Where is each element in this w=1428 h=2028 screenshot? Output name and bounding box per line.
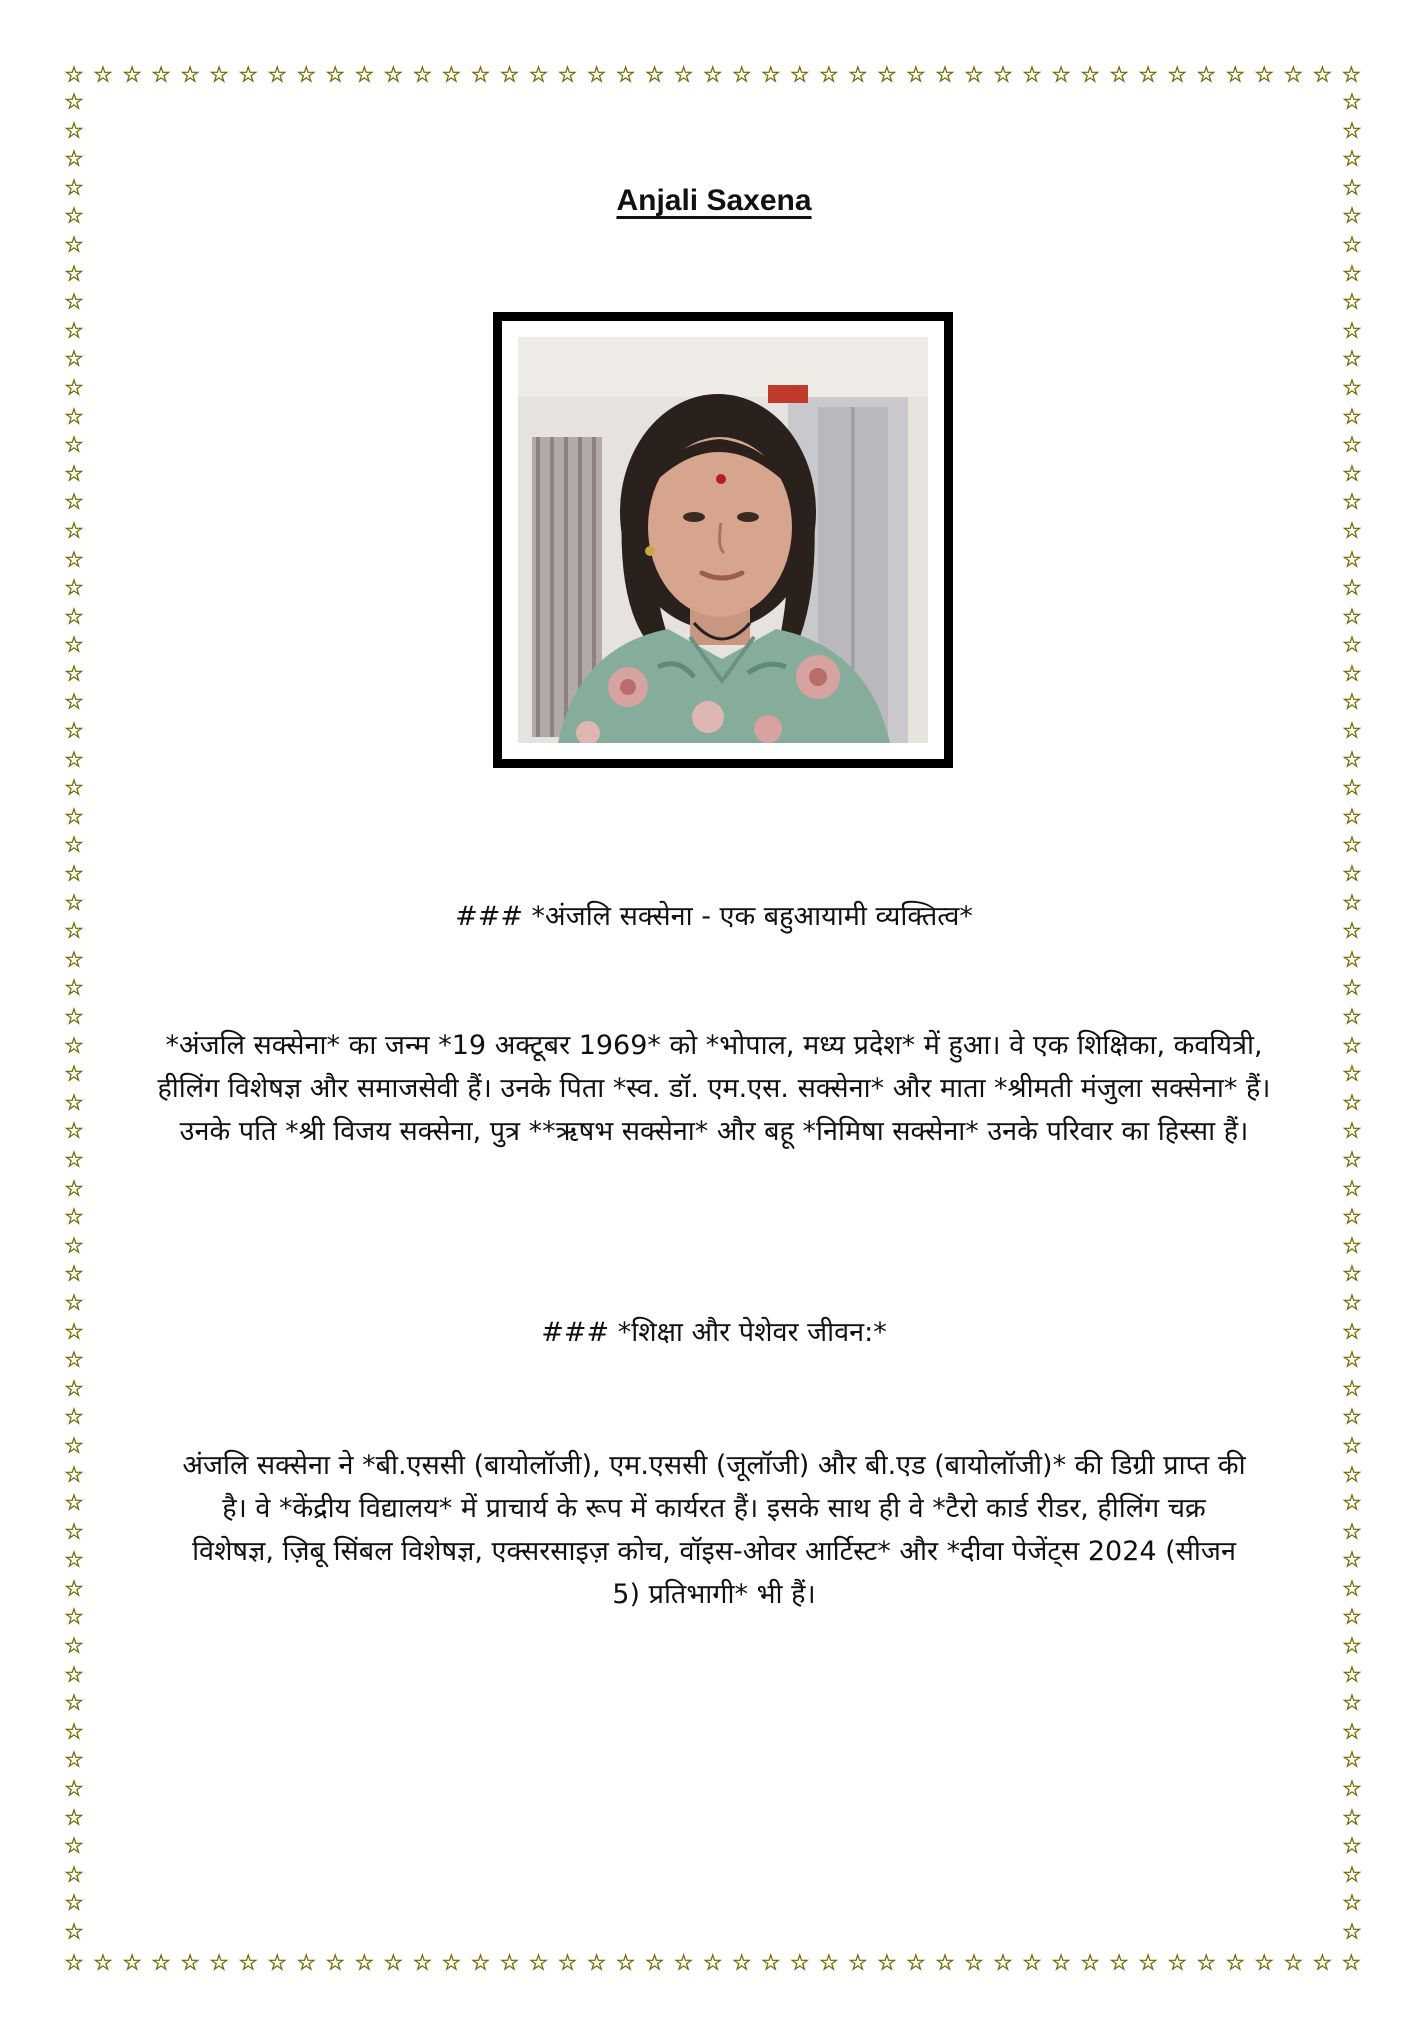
star-icon: ☆ <box>586 1951 607 1976</box>
star-icon: ☆ <box>1342 1233 1362 1259</box>
star-icon: ☆ <box>93 1951 113 1976</box>
star-icon: ☆ <box>1342 1119 1362 1145</box>
star-icon: ☆ <box>64 633 84 659</box>
star-icon: ☆ <box>1342 604 1362 630</box>
star-icon: ☆ <box>1342 776 1362 802</box>
star-icon: ☆ <box>1167 63 1188 88</box>
star-icon: ☆ <box>64 1176 84 1202</box>
star-icon: ☆ <box>1342 1062 1362 1088</box>
star-icon: ☆ <box>1342 1262 1362 1288</box>
star-icon: ☆ <box>499 1951 520 1976</box>
star-icon: ☆ <box>64 1748 84 1774</box>
star-icon: ☆ <box>64 1691 84 1717</box>
star-icon: ☆ <box>1342 1005 1362 1030</box>
star-icon: ☆ <box>64 1951 84 1976</box>
star-icon: ☆ <box>64 375 84 401</box>
star-icon: ☆ <box>1312 63 1333 88</box>
star-icon: ☆ <box>1080 1951 1100 1976</box>
star-icon: ☆ <box>1342 232 1362 258</box>
page-title: Anjali Saxena <box>616 184 812 217</box>
section-heading-profile: ### *अंजलि सक्सेना - एक बहुआयामी व्यक्तित्व* <box>455 901 973 932</box>
star-icon: ☆ <box>1342 118 1362 144</box>
star-icon: ☆ <box>64 318 84 344</box>
star-icon: ☆ <box>673 1951 694 1976</box>
star-icon: ☆ <box>64 833 84 859</box>
star-icon: ☆ <box>1342 318 1362 344</box>
star-icon: ☆ <box>644 1951 665 1976</box>
star-icon: ☆ <box>1342 719 1362 745</box>
star-icon: ☆ <box>64 290 84 316</box>
star-icon: ☆ <box>64 862 84 888</box>
star-icon: ☆ <box>1342 290 1362 316</box>
star-icon: ☆ <box>789 63 810 88</box>
star-icon: ☆ <box>1342 375 1362 401</box>
star-icon: ☆ <box>64 976 84 1002</box>
star-icon: ☆ <box>64 1719 84 1745</box>
star-icon: ☆ <box>964 63 984 88</box>
star-icon: ☆ <box>1138 1951 1159 1976</box>
star-icon: ☆ <box>64 1920 84 1945</box>
star-icon: ☆ <box>1022 63 1042 88</box>
star-icon: ☆ <box>64 1891 84 1917</box>
star-icon: ☆ <box>789 1951 810 1976</box>
star-icon: ☆ <box>1342 547 1362 573</box>
star-icon: ☆ <box>1342 1920 1362 1945</box>
star-icon: ☆ <box>1283 63 1304 88</box>
star-icon: ☆ <box>64 347 84 373</box>
section-paragraph-education: अंजलि सक्सेना ने *बी.एससी (बायोलॉजी), एम.एससी (जूलॉजी) और बी.एड (बायोलॉजी)* की डिग्री प्राप्त की है। वे *केंद्रीय विद्यालय* में प्राचार्य के रूप में कार्यरत हैं। इसके साथ ही वे *टैरो कार्ड रीडर, हीलिंग चक्र विशेषज्ञ, ज़िबू सिंबल विशेषज्ञ, एक्सरसाइज़ कोच, वॉइस-ओवर आर्टिस्ट* और *दीवा पेजेंट्स 2024 (सीजन 5) प्रतिभागी* भी हैं। <box>182 1450 1246 1610</box>
star-icon: ☆ <box>64 1262 84 1288</box>
star-icon: ☆ <box>151 63 171 88</box>
star-icon: ☆ <box>906 1951 926 1976</box>
star-icon: ☆ <box>64 1205 84 1231</box>
star-icon: ☆ <box>1342 661 1362 687</box>
star-border-bottom <box>60 1950 1366 1978</box>
portrait-frame <box>493 312 953 768</box>
star-icon: ☆ <box>64 433 84 459</box>
star-icon: ☆ <box>64 661 84 687</box>
star-icon: ☆ <box>1342 461 1362 487</box>
star-border-left <box>60 92 88 1944</box>
star-icon: ☆ <box>1342 747 1362 773</box>
star-icon: ☆ <box>64 1233 84 1259</box>
star-icon: ☆ <box>1342 1777 1362 1803</box>
star-icon: ☆ <box>64 1862 84 1888</box>
star-icon: ☆ <box>64 518 84 544</box>
star-icon: ☆ <box>64 204 84 230</box>
star-icon: ☆ <box>1342 1319 1362 1345</box>
star-icon: ☆ <box>64 147 84 173</box>
star-icon: ☆ <box>1342 690 1362 716</box>
star-icon: ☆ <box>731 63 752 88</box>
star-icon: ☆ <box>64 1005 84 1030</box>
star-icon: ☆ <box>64 1834 84 1860</box>
star-icon: ☆ <box>1196 63 1217 88</box>
star-icon: ☆ <box>64 1290 84 1316</box>
star-icon: ☆ <box>760 63 781 88</box>
star-icon: ☆ <box>64 804 84 830</box>
star-icon: ☆ <box>1342 862 1362 888</box>
star-icon: ☆ <box>64 747 84 773</box>
star-icon: ☆ <box>180 1951 200 1976</box>
star-icon: ☆ <box>847 63 868 88</box>
star-icon: ☆ <box>1254 1951 1275 1976</box>
portrait-illustration <box>518 337 928 743</box>
star-icon: ☆ <box>906 63 926 88</box>
star-icon: ☆ <box>1051 1951 1071 1976</box>
star-icon: ☆ <box>1342 919 1362 945</box>
star-icon: ☆ <box>64 690 84 716</box>
star-icon: ☆ <box>412 63 433 88</box>
star-icon: ☆ <box>383 63 404 88</box>
star-icon: ☆ <box>64 63 84 88</box>
star-icon: ☆ <box>818 63 839 88</box>
star-icon: ☆ <box>1341 1951 1362 1976</box>
star-icon: ☆ <box>1342 1834 1362 1860</box>
star-icon: ☆ <box>1342 1348 1362 1374</box>
star-icon: ☆ <box>818 1951 839 1976</box>
star-icon: ☆ <box>1342 890 1362 916</box>
star-icon: ☆ <box>64 1548 84 1574</box>
star-icon: ☆ <box>615 63 636 88</box>
star-icon: ☆ <box>615 1951 636 1976</box>
star-icon: ☆ <box>122 63 142 88</box>
star-icon: ☆ <box>1051 63 1071 88</box>
star-icon: ☆ <box>1342 347 1362 373</box>
star-border-right <box>1338 92 1366 1944</box>
star-icon: ☆ <box>180 63 200 88</box>
star-icon: ☆ <box>1342 1548 1362 1574</box>
star-icon: ☆ <box>1342 1462 1362 1488</box>
star-icon: ☆ <box>1342 1090 1362 1116</box>
star-icon: ☆ <box>1342 804 1362 830</box>
star-icon: ☆ <box>1342 1691 1362 1717</box>
star-icon: ☆ <box>64 90 84 115</box>
star-icon: ☆ <box>64 1319 84 1345</box>
star-icon: ☆ <box>964 1951 984 1976</box>
star-icon: ☆ <box>267 63 288 88</box>
star-icon: ☆ <box>64 1462 84 1488</box>
star-icon: ☆ <box>702 1951 723 1976</box>
star-icon: ☆ <box>1254 63 1275 88</box>
star-icon: ☆ <box>470 63 491 88</box>
star-icon: ☆ <box>1342 490 1362 516</box>
star-icon: ☆ <box>1342 1433 1362 1459</box>
star-icon: ☆ <box>1342 204 1362 230</box>
star-icon: ☆ <box>64 776 84 802</box>
star-icon: ☆ <box>499 63 520 88</box>
portrait-mat <box>502 321 944 759</box>
star-icon: ☆ <box>354 1951 375 1976</box>
star-icon: ☆ <box>122 1951 142 1976</box>
star-icon: ☆ <box>64 1777 84 1803</box>
star-icon: ☆ <box>64 1805 84 1831</box>
star-icon: ☆ <box>64 1576 84 1602</box>
star-icon: ☆ <box>151 1951 171 1976</box>
star-icon: ☆ <box>1342 1662 1362 1688</box>
star-icon: ☆ <box>1342 1033 1362 1059</box>
star-icon: ☆ <box>64 1062 84 1088</box>
star-icon: ☆ <box>1342 1147 1362 1173</box>
star-icon: ☆ <box>1342 1634 1362 1660</box>
star-icon: ☆ <box>847 1951 868 1976</box>
star-icon: ☆ <box>673 63 694 88</box>
star-icon: ☆ <box>528 1951 549 1976</box>
star-icon: ☆ <box>1342 1748 1362 1774</box>
star-icon: ☆ <box>64 947 84 973</box>
portrait-photo <box>518 337 928 743</box>
star-icon: ☆ <box>877 63 897 88</box>
star-icon: ☆ <box>1080 63 1100 88</box>
star-icon: ☆ <box>64 1376 84 1402</box>
star-icon: ☆ <box>1342 1205 1362 1231</box>
star-icon: ☆ <box>1342 1376 1362 1402</box>
star-icon: ☆ <box>64 232 84 258</box>
star-icon: ☆ <box>557 1951 578 1976</box>
star-icon: ☆ <box>1022 1951 1042 1976</box>
star-icon: ☆ <box>557 63 578 88</box>
star-icon: ☆ <box>1138 63 1159 88</box>
star-icon: ☆ <box>354 63 375 88</box>
star-icon: ☆ <box>731 1951 752 1976</box>
star-icon: ☆ <box>64 1348 84 1374</box>
star-icon: ☆ <box>383 1951 404 1976</box>
star-icon: ☆ <box>1283 1951 1304 1976</box>
section-paragraph-profile: *अंजलि सक्सेना* का जन्म *19 अक्टूबर 1969* को *भोपाल, मध्य प्रदेश* में हुआ। वे एक शिक्षिका, कवयित्री, हीलिंग विशेषज्ञ और समाजसेवी हैं। उनके पिता *स्व. डॉ. एम.एस. सक्सेना* और माता *श्रीमती मंजुला सक्सेना* हैं। उनके पति *श्री विजय सक्सेना, पुत्र **ऋषभ सक्सेना* और बहू *निमिषा सक्सेना* उनके परिवार का हिस्सा हैं। <box>157 1030 1271 1147</box>
star-icon: ☆ <box>993 63 1013 88</box>
star-icon: ☆ <box>1342 433 1362 459</box>
star-icon: ☆ <box>64 1119 84 1145</box>
star-icon: ☆ <box>64 1634 84 1660</box>
star-icon: ☆ <box>1225 63 1246 88</box>
star-icon: ☆ <box>64 719 84 745</box>
star-icon: ☆ <box>586 63 607 88</box>
star-icon: ☆ <box>64 1147 84 1173</box>
star-icon: ☆ <box>64 461 84 487</box>
star-icon: ☆ <box>1342 1719 1362 1745</box>
star-icon: ☆ <box>993 1951 1013 1976</box>
section-heading-education: ### *शिक्षा और पेशेवर जीवन:* <box>541 1317 887 1348</box>
star-icon: ☆ <box>325 63 346 88</box>
star-icon: ☆ <box>64 175 84 201</box>
star-icon: ☆ <box>1342 518 1362 544</box>
star-icon: ☆ <box>64 604 84 630</box>
star-icon: ☆ <box>1342 1176 1362 1202</box>
star-icon: ☆ <box>325 1951 346 1976</box>
star-icon: ☆ <box>1342 175 1362 201</box>
star-icon: ☆ <box>64 490 84 516</box>
star-icon: ☆ <box>412 1951 433 1976</box>
star-icon: ☆ <box>1109 63 1129 88</box>
star-icon: ☆ <box>93 63 113 88</box>
star-icon: ☆ <box>1342 947 1362 973</box>
star-icon: ☆ <box>238 1951 259 1976</box>
star-icon: ☆ <box>702 63 723 88</box>
star-icon: ☆ <box>441 63 462 88</box>
star-icon: ☆ <box>64 576 84 602</box>
star-icon: ☆ <box>1167 1951 1188 1976</box>
star-icon: ☆ <box>1342 1519 1362 1545</box>
star-icon: ☆ <box>1342 1576 1362 1602</box>
star-icon: ☆ <box>267 1951 288 1976</box>
star-icon: ☆ <box>1196 1951 1217 1976</box>
star-icon: ☆ <box>877 1951 897 1976</box>
star-icon: ☆ <box>441 1951 462 1976</box>
star-icon: ☆ <box>760 1951 781 1976</box>
star-icon: ☆ <box>1342 833 1362 859</box>
star-icon: ☆ <box>64 1090 84 1116</box>
star-icon: ☆ <box>64 547 84 573</box>
star-icon: ☆ <box>1342 1405 1362 1431</box>
star-icon: ☆ <box>1342 1891 1362 1917</box>
star-icon: ☆ <box>1225 1951 1246 1976</box>
star-icon: ☆ <box>1109 1951 1129 1976</box>
star-icon: ☆ <box>935 1951 955 1976</box>
star-icon: ☆ <box>64 1491 84 1517</box>
star-icon: ☆ <box>528 63 549 88</box>
star-icon: ☆ <box>1342 1805 1362 1831</box>
star-icon: ☆ <box>209 63 230 88</box>
star-icon: ☆ <box>644 63 665 88</box>
star-icon: ☆ <box>64 1033 84 1059</box>
star-icon: ☆ <box>296 1951 317 1976</box>
star-icon: ☆ <box>238 63 259 88</box>
star-icon: ☆ <box>1342 976 1362 1002</box>
star-icon: ☆ <box>1342 1290 1362 1316</box>
star-icon: ☆ <box>64 404 84 430</box>
star-icon: ☆ <box>470 1951 491 1976</box>
star-icon: ☆ <box>1342 261 1362 287</box>
star-icon: ☆ <box>209 1951 230 1976</box>
star-icon: ☆ <box>1342 147 1362 173</box>
star-icon: ☆ <box>64 919 84 945</box>
star-icon: ☆ <box>1342 633 1362 659</box>
star-icon: ☆ <box>1342 576 1362 602</box>
star-icon: ☆ <box>1342 90 1362 115</box>
star-icon: ☆ <box>64 1519 84 1545</box>
star-icon: ☆ <box>64 261 84 287</box>
star-icon: ☆ <box>64 1433 84 1459</box>
star-border-top <box>60 62 1366 90</box>
star-icon: ☆ <box>64 1662 84 1688</box>
star-icon: ☆ <box>64 118 84 144</box>
star-icon: ☆ <box>1342 1862 1362 1888</box>
star-icon: ☆ <box>64 890 84 916</box>
star-icon: ☆ <box>1342 404 1362 430</box>
star-icon: ☆ <box>1341 63 1362 88</box>
star-icon: ☆ <box>1342 1491 1362 1517</box>
star-icon: ☆ <box>1342 1605 1362 1631</box>
star-icon: ☆ <box>64 1605 84 1631</box>
star-icon: ☆ <box>1312 1951 1333 1976</box>
star-icon: ☆ <box>935 63 955 88</box>
star-icon: ☆ <box>64 1405 84 1431</box>
star-icon: ☆ <box>296 63 317 88</box>
